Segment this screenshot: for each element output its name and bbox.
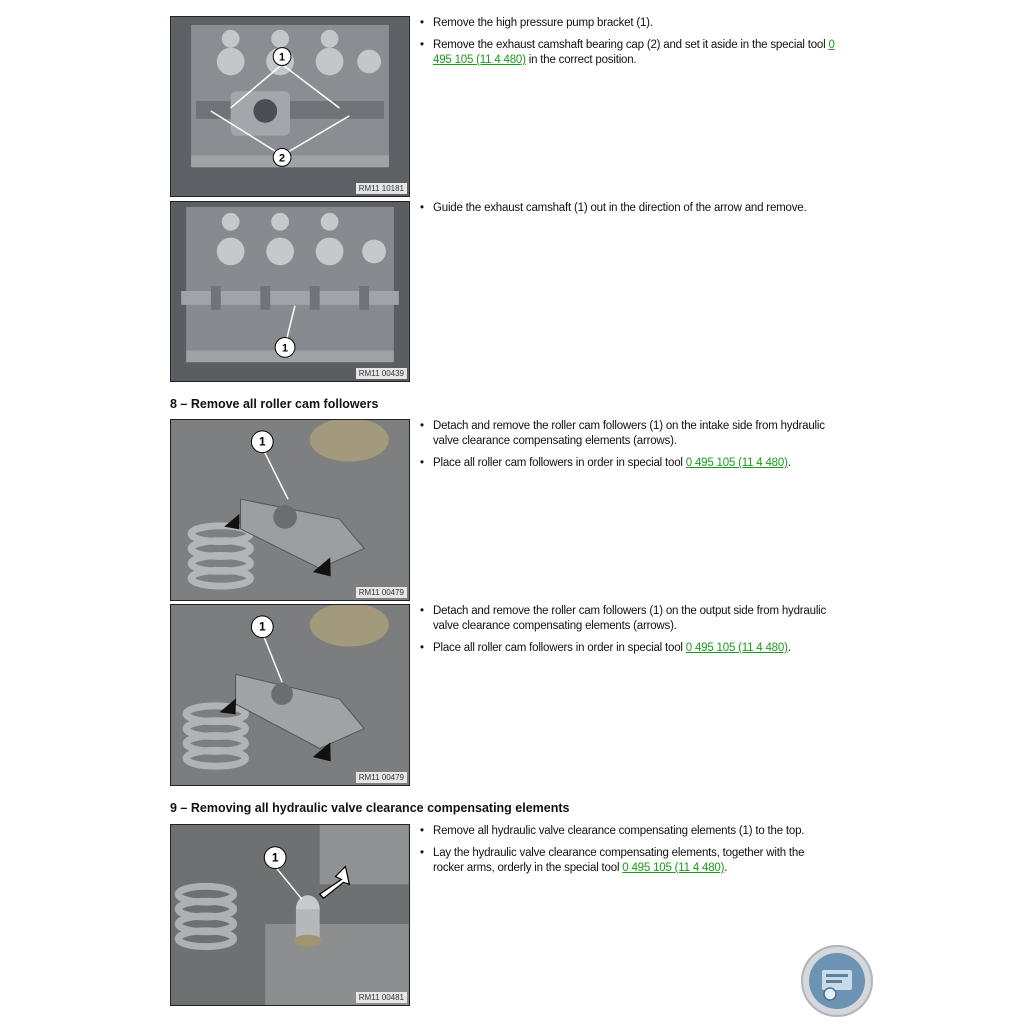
list-item: • Detach and remove the roller cam followers (1) on the intake side from hydraulic valve clearance compensating elements (arrows). (420, 420, 825, 447)
cam-follower-photo (171, 420, 409, 600)
bullet-list-5 (418, 824, 838, 883)
bullet-list-3 (418, 419, 838, 478)
figure-hydraulic-elements (170, 824, 410, 1006)
special-tool-link[interactable]: 0 495 105 (11 4 480) (685, 642, 788, 654)
callout-1: 1 (282, 342, 289, 355)
figure-code: RM11 00479 (356, 587, 407, 598)
callout-1: 1 (259, 619, 266, 634)
figure-code: RM11 00479 (356, 772, 407, 783)
list-item: • Lay the hydraulic valve clearance compensating elements, together with the rocker arms, orderly in the special tool 0 495 105 (11 4 480). (420, 847, 805, 874)
list-item: • Place all roller cam followers in order in special tool 0 495 105 (11 4 480). (420, 457, 791, 469)
list-item: • Remove all hydraulic valve clearance compensating elements (1) to the top. (420, 825, 805, 837)
manual-logo (800, 944, 874, 1018)
figure-exhaust-camshaft (170, 201, 410, 382)
special-tool-link[interactable]: 0 495 105 (11 4 480) (433, 39, 835, 66)
callout-1: 1 (279, 51, 286, 64)
list-item: • Remove the high pressure pump bracket (1). (420, 17, 653, 29)
engine-head-photo (171, 17, 409, 196)
figure-cam-followers-intake (170, 419, 410, 601)
list-item: • Remove the exhaust camshaft bearing cap (2) and set it aside in the special tool 0 495 105 (11 4 480) in the correct position. (420, 39, 835, 66)
special-tool-link[interactable]: 0 495 105 (11 4 480) (685, 457, 788, 469)
callout-2: 2 (279, 152, 286, 165)
cam-follower-photo (171, 605, 409, 785)
list-item: • Place all roller cam followers in order in special tool 0 495 105 (11 4 480). (420, 642, 791, 654)
figure-bearing-cap (170, 16, 410, 197)
bullet-list-1 (418, 16, 838, 75)
figure-code: RM11 00481 (356, 992, 407, 1003)
special-tool-link[interactable]: 0 495 105 (11 4 480) (622, 862, 725, 874)
list-item: • Detach and remove the roller cam followers (1) on the output side from hydraulic valve clearance compensating elements (arrows). (420, 605, 827, 632)
camshaft-photo (171, 202, 409, 381)
section-heading-9: 9 – Removing all hydraulic valve clearance compensating elements (170, 801, 570, 815)
section-heading-8: 8 – Remove all roller cam followers (170, 397, 379, 411)
callout-1: 1 (271, 850, 279, 865)
figure-cam-followers-output (170, 604, 410, 786)
figure-code: RM11 10181 (356, 183, 407, 194)
hydraulic-element-photo (171, 825, 409, 1005)
list-item: • Guide the exhaust camshaft (1) out in the direction of the arrow and remove. (420, 202, 807, 214)
callout-1: 1 (259, 434, 266, 449)
figure-code: RM11 00439 (356, 368, 407, 379)
bullet-list-4 (418, 604, 838, 663)
bullet-list-2 (418, 201, 838, 223)
